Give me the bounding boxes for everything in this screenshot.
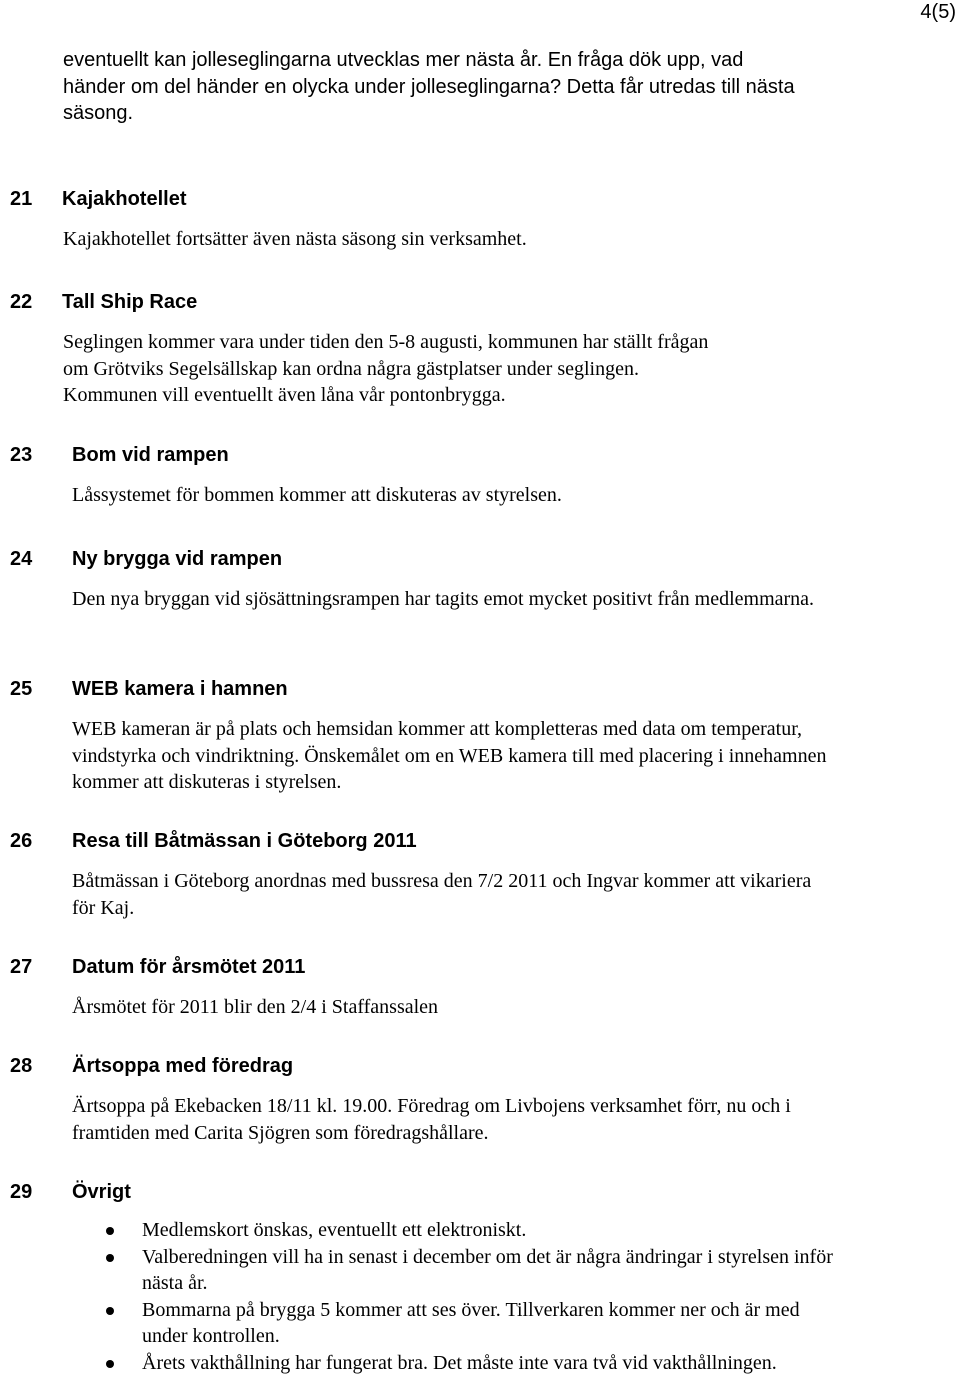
bullet-icon: [106, 1307, 114, 1315]
section-number: 23: [10, 444, 33, 466]
section-heading-24: [10, 546, 282, 572]
list-item: [0, 1350, 950, 1377]
section-heading-23: [10, 442, 229, 468]
section-title: Övrigt: [72, 1181, 131, 1203]
section-title: Datum för årsmötet 2011: [72, 956, 306, 978]
section-heading-26: [10, 828, 417, 854]
section-heading-25: [10, 676, 288, 702]
intro-paragraph: eventuellt kan jolleseglingarna utvecklas mer nästa år. En fråga dök upp, vad händer om del händer en olycka under jolleseglingarna? Detta får utredas till nästa säsong.: [63, 49, 795, 124]
bullet-icon: [106, 1254, 114, 1262]
section-number: 22: [10, 291, 33, 313]
section-number: 21: [10, 188, 33, 210]
section-number: 29: [10, 1181, 33, 1203]
section-body-28: Ärtsoppa på Ekebacken 18/11 kl. 19.00. Föredrag om Livbojens verksamhet förr, nu och i framtiden med Carita Sjögren som föredragshållare.: [72, 1095, 791, 1144]
section-title: Resa till Båtmässan i Göteborg 2011: [72, 830, 417, 852]
list-item: [0, 1217, 950, 1244]
section-number: 26: [10, 830, 33, 852]
ovrigt-bullet-list: [0, 1217, 950, 1376]
section-number: 25: [10, 678, 33, 700]
page-number: 4(5): [920, 1, 956, 23]
bullet-text: Valberedningen vill ha in senast i december om det är några ändringar i styrelsen inför nästa år.: [142, 1245, 833, 1294]
section-body-27: Årsmötet för 2011 blir den 2/4 i Staffanssalen: [72, 996, 439, 1018]
bullet-text: Medlemskort önskas, eventuellt ett elektroniskt.: [142, 1219, 527, 1241]
section-title: Tall Ship Race: [62, 291, 198, 313]
section-body-26: Båtmässan i Göteborg anordnas med bussresa den 7/2 2011 och Ingvar kommer att vikariera för Kaj.: [72, 870, 812, 919]
section-heading-22: [10, 289, 197, 315]
section-heading-28: [10, 1053, 293, 1079]
section-number: 28: [10, 1055, 33, 1077]
section-body-24: Den nya bryggan vid sjösättningsrampen har tagits emot mycket positivt från medlemmarna.: [72, 588, 815, 610]
section-body-25: WEB kameran är på plats och hemsidan kommer att kompletteras med data om temperatur, vindstyrka och vindriktning. Önskemålet om en WEB kamera till med placering i innehamnen kommer att diskuteras i styrelsen.: [72, 718, 827, 793]
list-item: [0, 1297, 950, 1350]
bullet-text: Bommarna på brygga 5 kommer att ses över. Tillverkaren kommer ner och är med under kontrollen.: [142, 1298, 800, 1347]
section-heading-27: [10, 954, 305, 980]
bullet-icon: [106, 1227, 114, 1235]
section-body-22: Seglingen kommer vara under tiden den 5-8 augusti, kommunen har ställt frågan om Grötviks Segelsällskap kan ordna några gästplatser under seglingen. Kommunen vill eventuellt även låna vår pontonbrygga.: [63, 331, 709, 406]
section-heading-21: [10, 186, 186, 212]
section-title: Kajakhotellet: [62, 188, 187, 210]
section-number: 27: [10, 956, 33, 978]
section-title: WEB kamera i hamnen: [72, 678, 288, 700]
section-number: 24: [10, 548, 33, 570]
section-title: Bom vid rampen: [72, 444, 229, 466]
bullet-text: Årets vakthållning har fungerat bra. Det måste inte vara två vid vakthållningen.: [142, 1351, 777, 1374]
section-body-23: Låssystemet för bommen kommer att diskuteras av styrelsen.: [72, 484, 562, 506]
section-title: Ny brygga vid rampen: [72, 548, 283, 570]
section-title: Ärtsoppa med föredrag: [72, 1055, 294, 1077]
section-body-21: Kajakhotellet fortsätter även nästa säsong sin verksamhet.: [63, 228, 527, 250]
list-item: [0, 1244, 950, 1297]
section-heading-29: [10, 1179, 131, 1205]
bullet-icon: [106, 1360, 114, 1368]
